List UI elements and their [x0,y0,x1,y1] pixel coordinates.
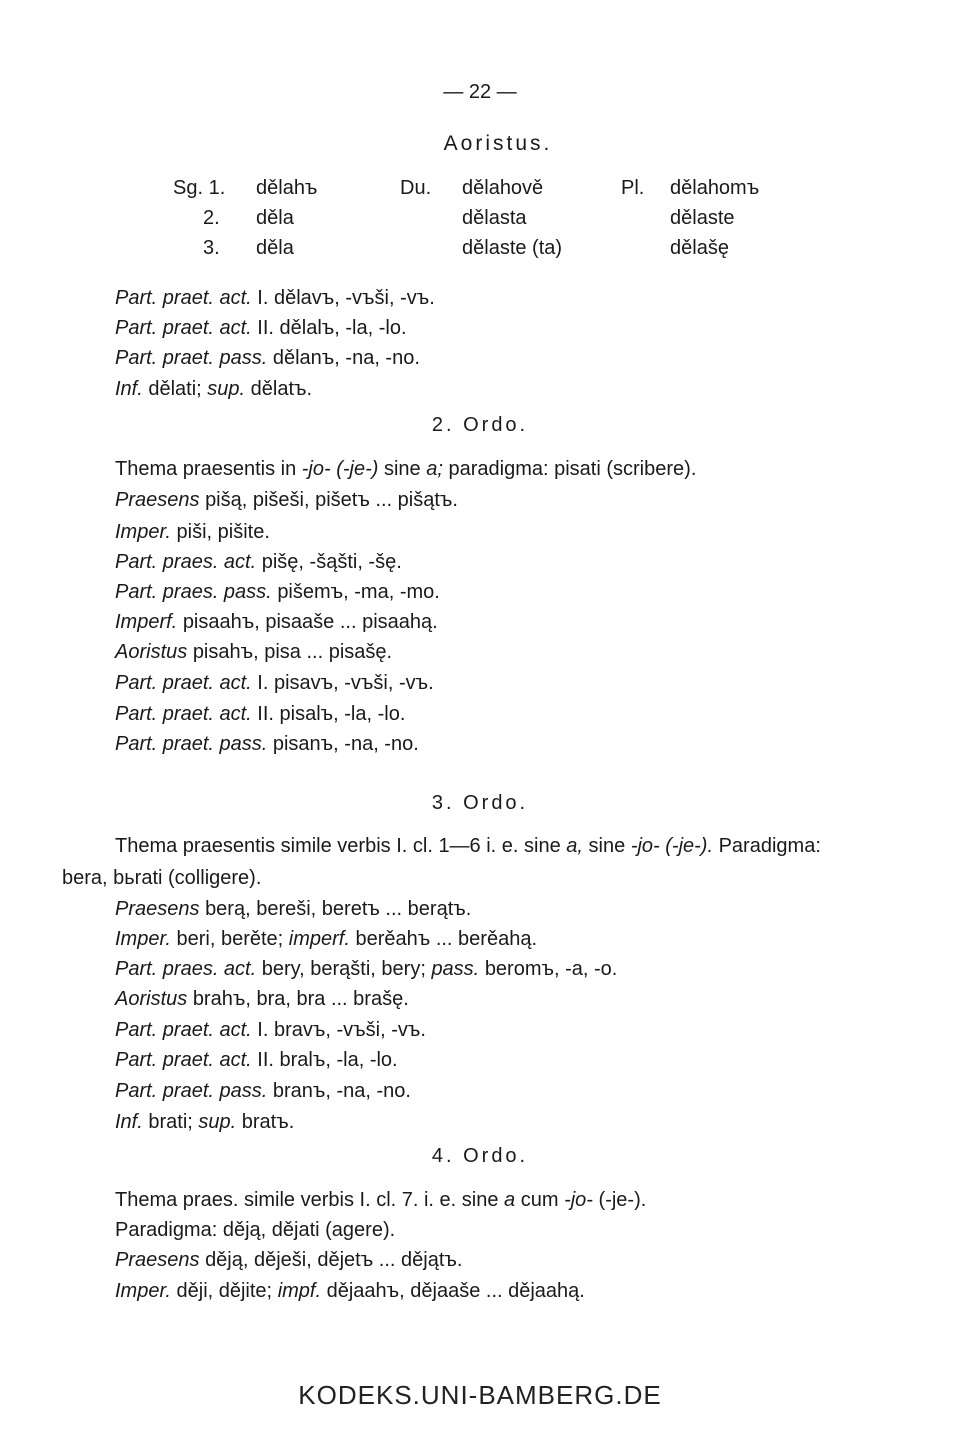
footer-watermark: KODEKS.UNI-BAMBERG.DE [298,1380,662,1410]
dual-form: dělaste (ta) [462,237,563,259]
form-label: Part. praet. act. [115,287,252,309]
page-number: — 22 — [443,81,517,103]
thema-vowel: a, [566,835,583,857]
form-line [115,346,420,370]
thema-line [115,834,821,858]
form-text: ději, dějite; [176,1280,273,1302]
form-label: Part. praes. act. [115,958,257,980]
thema-text: sine [588,835,626,857]
thema-line [115,457,696,481]
form-line [115,1248,462,1272]
form-line [115,1018,426,1042]
form-line [115,520,270,544]
form-label: Part. praet. act. [115,1049,252,1071]
form-label: Part. praet. act. [115,317,252,339]
plural-form: dělahomъ [670,177,760,199]
section-heading-ordo-3: 3. Ordo. [431,792,529,814]
form-line [115,580,440,604]
form-text: pisaahъ, pisaaše ... pisaahą. [182,611,438,633]
form-line [115,1048,398,1072]
form-line [115,550,402,574]
plural-label: Pl. [621,177,645,199]
form-line [115,987,409,1011]
plural-form: dělašę [670,237,729,259]
form-label-2: sup. [198,1111,237,1133]
form-text: I. bravъ, -vъši, -vъ. [257,1019,426,1041]
thema-text: Thema praesentis in [115,458,297,480]
form-line [115,897,471,921]
singular-form: děla [256,237,294,259]
thema-text: Thema praesentis simile verbis I. cl. 1—6 i. e. sine [115,835,561,857]
form-text: branъ, -na, -no. [272,1080,411,1102]
form-line [115,488,458,512]
form-line [115,286,435,310]
form-text: pišemъ, -ma, -mo. [277,581,440,603]
thema-text: Thema praes. simile verbis I. cl. 7. i. e. sine [115,1189,499,1211]
form-label: Inf. [115,378,143,400]
plural-form: dělaste [670,207,735,229]
row-number: 2. [203,207,220,229]
form-line [115,1079,411,1103]
form-label: Part. praet. act. [115,672,252,694]
thema-suffix: -jo- [564,1189,593,1211]
form-label-2: impf. [277,1280,322,1302]
form-label: Imper. [115,521,171,543]
form-line [115,316,407,340]
form-text: piši, pišite. [176,521,270,543]
dual-form: dělahově [462,177,544,199]
section-heading-ordo-4: 4. Ordo. [431,1145,529,1167]
form-label: Aoristus [115,641,188,663]
thema-vowel: a [504,1189,516,1211]
form-line [115,1110,294,1134]
form-line [115,640,392,664]
form-text-2: dějaahъ, dějaaše ... dějaahą. [326,1280,585,1302]
form-text-2: beromъ, -a, -o. [484,958,618,980]
form-text: pišą, pišeši, pišetъ ... pišątъ. [205,489,458,511]
form-text: II. dělalъ, -la, -lo. [257,317,407,339]
form-line [115,732,419,756]
row-number: 3. [203,237,220,259]
thema-paradigma: paradigma: pisati (scribere). [448,458,697,480]
form-text: bery, berąšti, bery; [261,958,426,980]
form-text: pisahъ, pisa ... pisašę. [192,641,393,663]
singular-form: dělahъ [256,177,318,199]
singular-form: děla [256,207,294,229]
form-text: I. pisavъ, -vъši, -vъ. [257,672,434,694]
form-text: brahъ, bra, bra ... brašę. [192,988,409,1010]
form-label: Praesens [115,489,200,511]
thema-vowel: a; [426,458,443,480]
form-label: Praesens [115,1249,200,1271]
form-label: Part. praes. pass. [115,581,272,603]
thema-paradigma-label: Paradigma: [718,835,821,857]
form-text-2: dělatъ. [250,378,313,400]
form-text-2: bratъ. [241,1111,295,1133]
paradigma-line: Paradigma: děją, dějati (agere). [115,1219,396,1241]
form-line [115,927,537,951]
form-label-2: imperf. [288,928,350,950]
form-label: Praesens [115,898,200,920]
form-label: Part. praet. act. [115,1019,252,1041]
form-label: Imper. [115,928,171,950]
form-label: Part. praet. pass. [115,1080,268,1102]
thema-suffix: -jo- (-je-) [301,458,379,480]
form-text: II. pisalъ, -la, -lo. [257,703,406,725]
thema-line-continued: bera, bьrati (colligere). [62,867,262,889]
dual-label: Du. [400,177,432,199]
form-line [115,702,405,726]
section-title-aoristus: Aoristus. [443,132,553,155]
form-text: dělanъ, -na, -no. [272,347,420,369]
form-text: brati; [148,1111,193,1133]
section-heading-ordo-2: 2. Ordo. [431,414,529,436]
form-label: Part. praet. pass. [115,733,268,755]
form-text: pisanъ, -na, -no. [272,733,419,755]
form-label: Part. praet. pass. [115,347,268,369]
form-line [115,610,438,634]
form-line [115,671,434,695]
form-text: II. bralъ, -la, -lo. [257,1049,398,1071]
form-text-2: berěahъ ... berěahą. [355,928,537,950]
form-text: pišę, -šąšti, -šę. [261,551,402,573]
thema-text: sine [383,458,421,480]
row-number: Sg. 1. [173,177,226,199]
form-text: dělati; [148,378,202,400]
form-label-2: pass. [431,958,480,980]
form-label-2: sup. [207,378,246,400]
form-label: Imperf. [115,611,178,633]
form-text: děją, děješi, dějetъ ... dějątъ. [205,1249,463,1271]
dual-form: dělasta [462,207,527,229]
thema-text: cum [520,1189,559,1211]
form-label: Imper. [115,1280,171,1302]
form-label: Inf. [115,1111,143,1133]
form-text: beri, berěte; [176,928,284,950]
form-line [115,1279,585,1303]
form-label: Aoristus [115,988,188,1010]
form-label: Part. praes. act. [115,551,257,573]
form-line [115,957,617,981]
form-label: Part. praet. act. [115,703,252,725]
form-line [115,377,312,401]
thema-text: (-je-). [598,1189,647,1211]
thema-suffix: -jo- (-je-). [630,835,714,857]
form-text: berą, bereši, beretъ ... berątъ. [205,898,472,920]
form-text: I. dělavъ, -vъši, -vъ. [257,287,435,309]
thema-line [115,1188,646,1212]
